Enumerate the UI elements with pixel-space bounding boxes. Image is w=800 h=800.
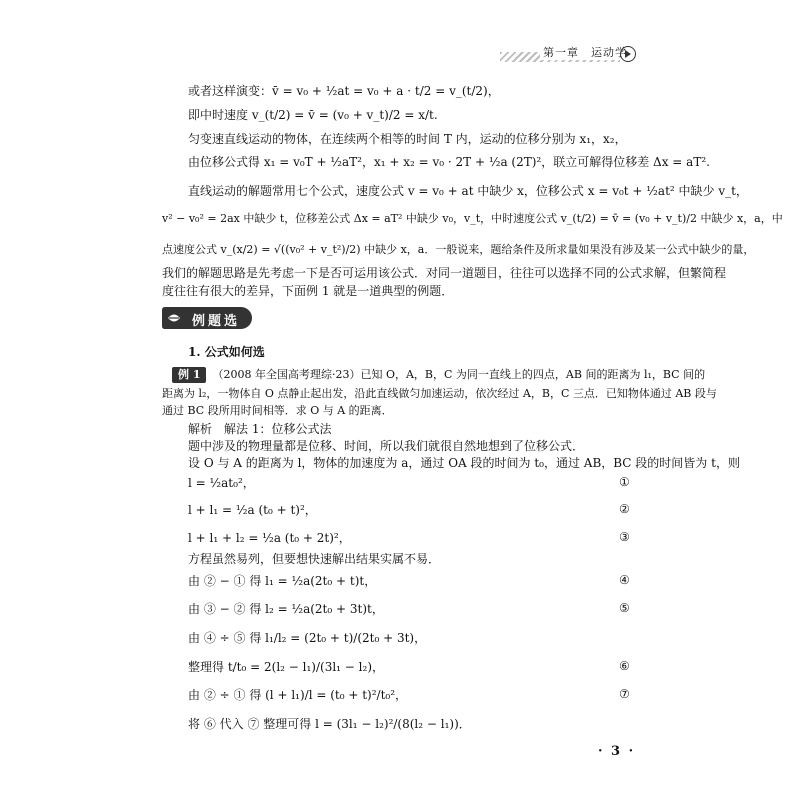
solution-intro: 设 O 与 A 的距离为 l，物体的加速度为 a，通过 OA 段的时间为 t₀，通过 AB，BC 段的时间皆为 t，则 [188, 456, 740, 470]
chapter-title: 第一章 运动学 [540, 44, 630, 60]
equation-number: ④ [619, 573, 630, 587]
equation: 由 ② ÷ ① 得 (l + l₁)/l = (t₀ + t)²/t₀²， [188, 688, 408, 702]
solution-heading: 解析 解法 1：位移公式法 [188, 422, 332, 436]
equation-number: ③ [619, 530, 630, 544]
body-line: 点速度公式 v_(x/2) = √((v₀² + v_t²)/2) 中缺少 x，a．一般说来，题给条件及所求量如果没有涉及某一公式中缺少的量， [162, 243, 755, 256]
example-line-1 [172, 367, 705, 383]
body-line: 即中时速度 v_(t/2) = v̄ = (v₀ + v_t)/2 = x/t. [188, 108, 438, 122]
final-result: 将 ⑥ 代入 ⑦ 整理可得 l = (3l₁ − l₂)²/(8(l₂ − l₁))． [188, 717, 471, 731]
solution-intro: 题中涉及的物理量都是位移、时间，所以我们就很自然地想到了位移公式． [188, 439, 585, 453]
page-number: · 3 · [598, 744, 636, 759]
example-line-3: 通过 BC 段所用时间相等．求 O 与 A 的距离． [162, 404, 393, 417]
solution-note: 方程虽然易列，但要想快速解出结果实属不易． [188, 552, 441, 566]
body-line: 由位移公式得 x₁ = v₀T + ½aT²，x₁ + x₂ = v₀ · 2T + ½a (2T)²，联立可解得位移差 Δx = aT². [188, 155, 710, 169]
equation: l + l₁ = ½a (t₀ + t)²， [188, 503, 317, 517]
body-line: 直线运动的解题常用七个公式，速度公式 v = v₀ + at 中缺少 x，位移公式 x = v₀t + ½at² 中缺少 v_t， [188, 184, 748, 198]
body-line: 度往往有很大的差异，下面例 1 就是一道典型的例题． [162, 284, 454, 298]
equation: 由 ③ − ② 得 l₂ = ½a(2t₀ + 3t)t， [188, 602, 384, 616]
section-banner [162, 307, 252, 329]
play-icon [620, 46, 636, 62]
example-text: （2008 年全国高考理综·23）已知 O，A，B，C 为同一直线上的四点，AB 间的距离为 l₁，BC 间的 [212, 368, 706, 381]
body-line: 我们的解题思路是先考虑一下是否可运用该公式．对同一道题目，往往可以选择不同的公式求解，但繁简程 [162, 266, 727, 280]
equation: l + l₁ + l₂ = ½a (t₀ + 2t)²， [188, 531, 351, 545]
body-line: v² − v₀² = 2ax 中缺少 t，位移差公式 Δx = aT² 中缺少 v₀，v_t，中时速度公式 v_(t/2) = v̄ = (v₀ + v_t)/2 中缺少 x，a，中 [162, 212, 783, 225]
body-line: 或者这样演变：v̄ = v₀ + ½at = v₀ + a · t/2 = v_(t/2)， [188, 84, 500, 98]
equation: l = ½at₀²， [188, 476, 255, 490]
example-tag: 例 1 [172, 367, 206, 383]
equation-number: ⑥ [619, 659, 630, 673]
equation-number: ① [619, 475, 630, 489]
equation-number: ⑤ [619, 601, 630, 615]
chapter-header [500, 44, 640, 64]
leaf-icon [166, 310, 182, 326]
equation: 由 ② − ① 得 l₁ = ½a(2t₀ + t)t， [188, 574, 377, 588]
equation: 整理得 t/t₀ = 2(l₂ − l₁)/(3l₁ − l₂)， [188, 660, 384, 674]
body-line: 匀变速直线运动的物体，在连续两个相等的时间 T 内，运动的位移分别为 x₁，x₂， [188, 132, 627, 146]
equation-number: ⑦ [619, 687, 630, 701]
equation-number: ② [619, 502, 630, 516]
subheading: 1. 公式如何选 [188, 345, 265, 359]
equation: 由 ④ ÷ ⑤ 得 l₁/l₂ = (2t₀ + t)/(2t₀ + 3t)， [188, 631, 427, 645]
example-line-2: 距离为 l₂，一物体自 O 点静止起出发，沿此直线做匀加速运动，依次经过 A，B，C 三点．已知物体通过 AB 段与 [162, 387, 717, 400]
section-banner-label: 例题选 [192, 314, 241, 329]
